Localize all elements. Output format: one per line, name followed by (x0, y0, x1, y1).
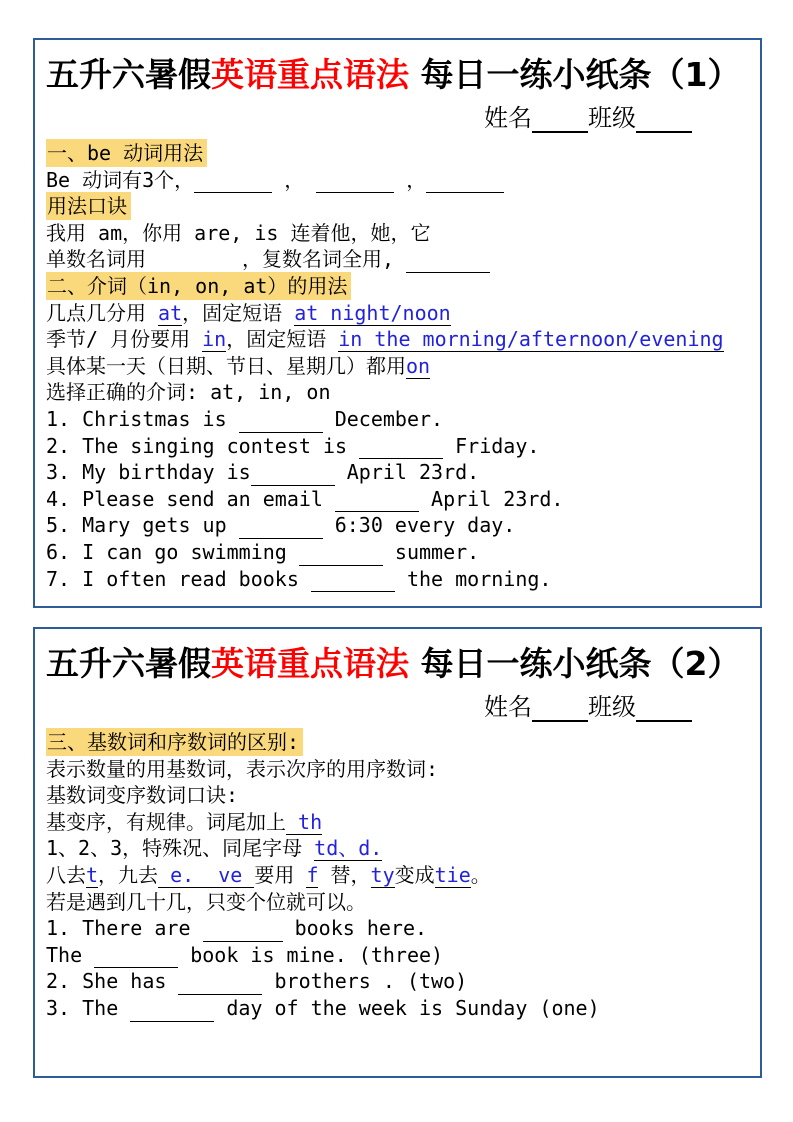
text-segment: 替， (318, 863, 371, 888)
class-blank-underline (636, 107, 692, 133)
text-segment: The (46, 942, 95, 967)
text-line (46, 539, 750, 566)
text-segment: 我用 am，你用 are, is 连着他，她，它 (46, 220, 431, 245)
blue-term: on (406, 353, 431, 378)
blue-term: td、d. (314, 836, 383, 861)
highlight-heading: 三、基数词和序数词的区别: (46, 728, 303, 756)
text-segment: 2. She has (46, 969, 179, 994)
blank-underline (299, 544, 383, 565)
text-segment: the morning. (394, 566, 552, 591)
text-line (46, 942, 750, 969)
blue-term: in the morning/afternoon/evening (338, 327, 724, 352)
text-segment: 3. The (46, 995, 131, 1020)
text-line (46, 835, 750, 862)
blank-underline (94, 947, 178, 968)
text-segment: December. (322, 406, 444, 431)
blue-term: ty (370, 863, 395, 888)
text-segment: 5. Mary gets up (46, 513, 239, 538)
text-line (46, 193, 750, 220)
blank-underline (146, 252, 230, 273)
blue-term: at (158, 300, 183, 325)
text-segment: 单数名词用 (46, 247, 146, 272)
card-body-1 (46, 729, 750, 1022)
text-segment: 基数词变序数词口诀: (46, 783, 239, 808)
class-label: 班级 (588, 104, 636, 133)
title-red-phrase: 英语重点语法 (211, 55, 409, 94)
text-segment: 变成 (394, 863, 435, 888)
blank-underline (251, 464, 335, 485)
text-segment: ， (272, 167, 317, 192)
text-line (46, 512, 750, 539)
text-segment: 基变序，有规律。词尾加上 (46, 809, 286, 834)
text-segment: April 23rd. (418, 486, 564, 511)
text-segment: 要用 (254, 863, 307, 888)
blank-underline (178, 974, 262, 995)
text-segment: 6:30 every day. (322, 513, 516, 538)
text-segment: 若是遇到几十几，只变个位就可以。 (46, 889, 366, 914)
text-line (46, 566, 750, 593)
text-segment: ，固定短语 (226, 327, 339, 352)
text-segment: 3. My birthday is (46, 460, 251, 485)
text-segment: Friday. (443, 433, 540, 458)
card-body-0 (46, 140, 750, 592)
text-line (46, 809, 750, 836)
text-segment: 八去 (46, 863, 86, 888)
class-label: 班级 (588, 693, 636, 722)
text-line (46, 862, 750, 889)
text-line (46, 273, 750, 300)
worksheet-card-2 (33, 627, 762, 1078)
text-segment: 选择正确的介词: at, in, on (46, 380, 331, 405)
text-line (46, 246, 750, 273)
text-line (46, 756, 750, 783)
title-red-phrase: 英语重点语法 (211, 644, 409, 683)
text-line (46, 220, 750, 247)
text-line (46, 326, 750, 353)
text-line (46, 995, 750, 1022)
text-segment: 1、2、3，特殊况、同尾字母 (46, 836, 315, 861)
highlight-heading: 二、介词（in, on, at）的用法 (46, 272, 351, 300)
blank-underline (335, 491, 419, 512)
text-segment: 2. The singing contest is (46, 433, 360, 458)
text-line (46, 968, 750, 995)
blue-term: at night/noon (294, 300, 451, 325)
text-segment: 具体某一天（日期、节日、星期几）都用 (46, 353, 406, 378)
blue-term: in (202, 327, 227, 352)
blank-underline (239, 411, 323, 432)
blank-underline (203, 920, 283, 941)
text-line (46, 459, 750, 486)
title-suffix: 每日一练小纸条（2） (409, 644, 741, 683)
name-blank-underline (532, 696, 588, 722)
name-label: 姓名 (484, 693, 532, 722)
blue-term: ve (206, 863, 255, 888)
title-prefix: 五升六暑假 (46, 644, 211, 683)
text-segment: brothers . (two) (262, 969, 468, 994)
name-blank-underline (532, 107, 588, 133)
blank-underline (130, 1000, 214, 1021)
text-segment: 表示数量的用基数词，表示次序的用序数词: (46, 756, 439, 781)
text-segment: 。 (470, 863, 491, 888)
blue-term: tie (434, 863, 471, 888)
blue-term: t (86, 863, 99, 888)
text-line (46, 406, 750, 433)
text-segment: 季节/ 月份要用 (46, 327, 203, 352)
text-line (46, 729, 750, 756)
blank-underline (311, 571, 395, 592)
blank-underline (316, 172, 394, 193)
text-segment: ，固定短语 (182, 300, 295, 325)
text-segment: 几点几分用 (46, 300, 159, 325)
text-segment: ，九去 (98, 863, 159, 888)
name-class-row (46, 104, 750, 133)
card-1-title (46, 54, 750, 95)
text-line (46, 379, 750, 406)
text-segment: April 23rd. (334, 460, 480, 485)
text-line (46, 915, 750, 942)
text-segment: summer. (382, 539, 480, 564)
name-class-row (46, 693, 750, 722)
text-line (46, 889, 750, 916)
text-segment: ，复数名词全用, (230, 247, 407, 272)
text-segment: day of the week is Sunday (one) (214, 995, 600, 1020)
text-line (46, 167, 750, 194)
text-line (46, 486, 750, 513)
blank-underline (406, 252, 490, 273)
text-line (46, 300, 750, 327)
text-line (46, 353, 750, 380)
worksheet-card-1 (33, 38, 762, 608)
text-line (46, 433, 750, 460)
text-segment: 6. I can go swimming (46, 539, 299, 564)
text-segment: 7. I often read books (46, 566, 311, 591)
highlight-heading: 一、be 动词用法 (46, 139, 207, 167)
blue-term: th (286, 809, 323, 834)
card-2-title (46, 643, 750, 684)
text-line (46, 140, 750, 167)
text-segment: books here. (282, 916, 428, 941)
blue-term: f (306, 863, 319, 888)
blank-underline (239, 518, 323, 539)
text-line (46, 782, 750, 809)
text-segment: 1. Christmas is (46, 406, 239, 431)
title-suffix: 每日一练小纸条（1） (409, 55, 741, 94)
class-blank-underline (636, 696, 692, 722)
highlight-heading: 用法口诀 (46, 192, 131, 220)
blank-underline (426, 172, 504, 193)
text-segment: book is mine. (three) (178, 942, 444, 967)
blue-term: e. (158, 863, 207, 888)
text-segment: Be 动词有3个， (46, 167, 195, 192)
title-prefix: 五升六暑假 (46, 55, 211, 94)
blank-underline (194, 172, 272, 193)
name-label: 姓名 (484, 104, 532, 133)
text-segment: 4. Please send an email (46, 486, 335, 511)
text-segment: ， (394, 167, 427, 192)
blank-underline (359, 438, 443, 459)
text-segment: 1. There are (46, 916, 203, 941)
